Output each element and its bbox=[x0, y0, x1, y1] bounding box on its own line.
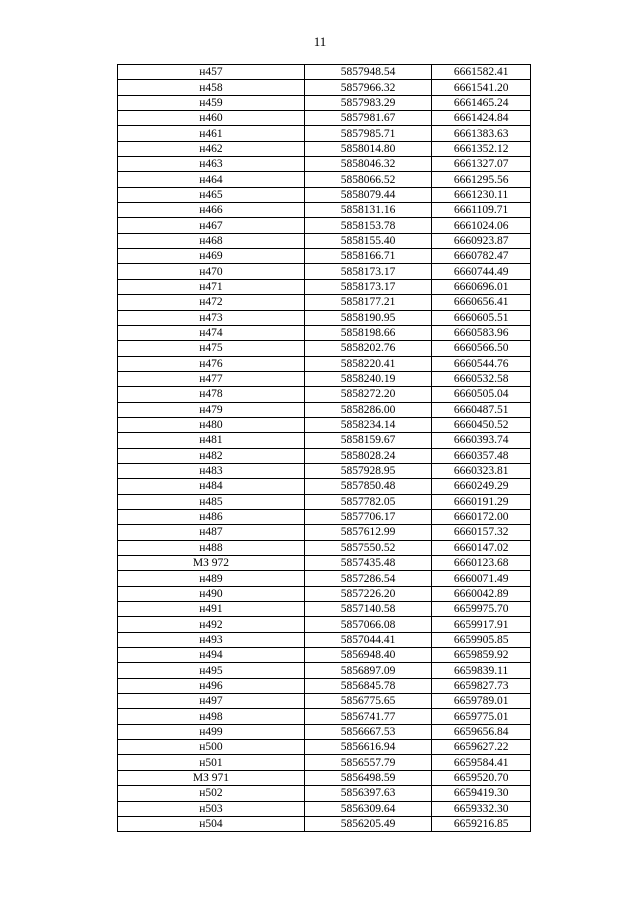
x-coordinate-cell: 5858234.14 bbox=[304, 417, 431, 432]
table-row bbox=[118, 663, 531, 678]
table-row bbox=[118, 648, 531, 663]
table-row bbox=[118, 801, 531, 816]
x-coordinate-cell: 5857612.99 bbox=[304, 525, 431, 540]
point-name-cell: н467 bbox=[118, 218, 305, 233]
point-name-cell: н477 bbox=[118, 371, 305, 386]
point-name-cell: н472 bbox=[118, 295, 305, 310]
y-coordinate-cell: 6660487.51 bbox=[432, 402, 531, 417]
point-name-cell: н485 bbox=[118, 494, 305, 509]
table-row bbox=[118, 586, 531, 601]
point-name-cell: н497 bbox=[118, 694, 305, 709]
y-coordinate-cell: 6659789.01 bbox=[432, 694, 531, 709]
y-coordinate-cell: 6660744.49 bbox=[432, 264, 531, 279]
point-name-cell: н475 bbox=[118, 341, 305, 356]
point-name-cell: н481 bbox=[118, 433, 305, 448]
x-coordinate-cell: 5856845.78 bbox=[304, 678, 431, 693]
x-coordinate-cell: 5858220.41 bbox=[304, 356, 431, 371]
point-name-cell: н490 bbox=[118, 586, 305, 601]
table-row bbox=[118, 402, 531, 417]
point-name-cell: н465 bbox=[118, 187, 305, 202]
table-row bbox=[118, 95, 531, 110]
y-coordinate-cell: 6659975.70 bbox=[432, 602, 531, 617]
x-coordinate-cell: 5856775.65 bbox=[304, 694, 431, 709]
table-row bbox=[118, 724, 531, 739]
page-number: 11 bbox=[313, 34, 327, 49]
point-name-cell: н459 bbox=[118, 95, 305, 110]
x-coordinate-cell: 5858079.44 bbox=[304, 187, 431, 202]
y-coordinate-cell: 6660656.41 bbox=[432, 295, 531, 310]
x-coordinate-cell: 5856498.59 bbox=[304, 770, 431, 785]
table-row bbox=[118, 816, 531, 831]
table-row bbox=[118, 264, 531, 279]
x-coordinate-cell: 5857981.67 bbox=[304, 111, 431, 126]
point-name-cell: н458 bbox=[118, 80, 305, 95]
point-name-cell: н461 bbox=[118, 126, 305, 141]
table-row bbox=[118, 65, 531, 80]
y-coordinate-cell: 6661327.07 bbox=[432, 157, 531, 172]
y-coordinate-cell: 6661424.84 bbox=[432, 111, 531, 126]
table-row bbox=[118, 325, 531, 340]
y-coordinate-cell: 6660782.47 bbox=[432, 249, 531, 264]
point-name-cell: н504 bbox=[118, 816, 305, 831]
x-coordinate-cell: 5858202.76 bbox=[304, 341, 431, 356]
x-coordinate-cell: 5858155.40 bbox=[304, 233, 431, 248]
point-name-cell: н466 bbox=[118, 203, 305, 218]
x-coordinate-cell: 5856948.40 bbox=[304, 648, 431, 663]
table-row bbox=[118, 172, 531, 187]
table-row bbox=[118, 479, 531, 494]
point-name-cell: н470 bbox=[118, 264, 305, 279]
point-name-cell: МЗ 972 bbox=[118, 556, 305, 571]
table-row bbox=[118, 187, 531, 202]
table-row bbox=[118, 279, 531, 294]
point-name-cell: н503 bbox=[118, 801, 305, 816]
y-coordinate-cell: 6660505.04 bbox=[432, 387, 531, 402]
x-coordinate-cell: 5857782.05 bbox=[304, 494, 431, 509]
table-row bbox=[118, 509, 531, 524]
y-coordinate-cell: 6659839.11 bbox=[432, 663, 531, 678]
y-coordinate-cell: 6659827.73 bbox=[432, 678, 531, 693]
x-coordinate-cell: 5856741.77 bbox=[304, 709, 431, 724]
table-row bbox=[118, 556, 531, 571]
table-row bbox=[118, 417, 531, 432]
point-name-cell: н496 bbox=[118, 678, 305, 693]
table-row bbox=[118, 617, 531, 632]
point-name-cell: н489 bbox=[118, 571, 305, 586]
y-coordinate-cell: 6660532.58 bbox=[432, 371, 531, 386]
y-coordinate-cell: 6660357.48 bbox=[432, 448, 531, 463]
point-name-cell: н478 bbox=[118, 387, 305, 402]
x-coordinate-cell: 5858153.78 bbox=[304, 218, 431, 233]
table-row bbox=[118, 387, 531, 402]
x-coordinate-cell: 5857706.17 bbox=[304, 509, 431, 524]
point-name-cell: н464 bbox=[118, 172, 305, 187]
y-coordinate-cell: 6660923.87 bbox=[432, 233, 531, 248]
y-coordinate-cell: 6661352.12 bbox=[432, 141, 531, 156]
point-name-cell: н484 bbox=[118, 479, 305, 494]
point-name-cell: н501 bbox=[118, 755, 305, 770]
x-coordinate-cell: 5858272.20 bbox=[304, 387, 431, 402]
point-name-cell: н498 bbox=[118, 709, 305, 724]
y-coordinate-cell: 6660123.68 bbox=[432, 556, 531, 571]
point-name-cell: н476 bbox=[118, 356, 305, 371]
x-coordinate-cell: 5858240.19 bbox=[304, 371, 431, 386]
table-row bbox=[118, 602, 531, 617]
table-row bbox=[118, 249, 531, 264]
table-row bbox=[118, 356, 531, 371]
point-name-cell: н480 bbox=[118, 417, 305, 432]
table-row bbox=[118, 632, 531, 647]
table-row bbox=[118, 494, 531, 509]
x-coordinate-cell: 5856397.63 bbox=[304, 786, 431, 801]
x-coordinate-cell: 5857550.52 bbox=[304, 540, 431, 555]
x-coordinate-cell: 5857286.54 bbox=[304, 571, 431, 586]
point-name-cell: н479 bbox=[118, 402, 305, 417]
point-name-cell: н487 bbox=[118, 525, 305, 540]
table-row bbox=[118, 786, 531, 801]
table-row bbox=[118, 678, 531, 693]
y-coordinate-cell: 6660566.50 bbox=[432, 341, 531, 356]
x-coordinate-cell: 5858046.32 bbox=[304, 157, 431, 172]
x-coordinate-cell: 5856616.94 bbox=[304, 740, 431, 755]
y-coordinate-cell: 6660191.29 bbox=[432, 494, 531, 509]
point-name-cell: н463 bbox=[118, 157, 305, 172]
table-row bbox=[118, 448, 531, 463]
point-name-cell: н482 bbox=[118, 448, 305, 463]
y-coordinate-cell: 6660172.00 bbox=[432, 509, 531, 524]
y-coordinate-cell: 6659332.30 bbox=[432, 801, 531, 816]
x-coordinate-cell: 5857066.08 bbox=[304, 617, 431, 632]
table-row bbox=[118, 540, 531, 555]
y-coordinate-cell: 6660157.32 bbox=[432, 525, 531, 540]
point-name-cell: н494 bbox=[118, 648, 305, 663]
x-coordinate-cell: 5856309.64 bbox=[304, 801, 431, 816]
table-row bbox=[118, 525, 531, 540]
y-coordinate-cell: 6660696.01 bbox=[432, 279, 531, 294]
x-coordinate-cell: 5858131.16 bbox=[304, 203, 431, 218]
x-coordinate-cell: 5858014.80 bbox=[304, 141, 431, 156]
table-row bbox=[118, 463, 531, 478]
table-row bbox=[118, 218, 531, 233]
y-coordinate-cell: 6661295.56 bbox=[432, 172, 531, 187]
point-name-cell: н491 bbox=[118, 602, 305, 617]
y-coordinate-cell: 6660147.02 bbox=[432, 540, 531, 555]
y-coordinate-cell: 6660450.52 bbox=[432, 417, 531, 432]
y-coordinate-cell: 6659905.85 bbox=[432, 632, 531, 647]
x-coordinate-cell: 5857850.48 bbox=[304, 479, 431, 494]
point-name-cell: н469 bbox=[118, 249, 305, 264]
point-name-cell: МЗ 971 bbox=[118, 770, 305, 785]
point-name-cell: н483 bbox=[118, 463, 305, 478]
y-coordinate-cell: 6661582.41 bbox=[432, 65, 531, 80]
y-coordinate-cell: 6659917.91 bbox=[432, 617, 531, 632]
point-name-cell: н468 bbox=[118, 233, 305, 248]
point-name-cell: н493 bbox=[118, 632, 305, 647]
table-row bbox=[118, 126, 531, 141]
y-coordinate-cell: 6659520.70 bbox=[432, 770, 531, 785]
x-coordinate-cell: 5858190.95 bbox=[304, 310, 431, 325]
y-coordinate-cell: 6661465.24 bbox=[432, 95, 531, 110]
point-name-cell: н499 bbox=[118, 724, 305, 739]
y-coordinate-cell: 6660071.49 bbox=[432, 571, 531, 586]
point-name-cell: н492 bbox=[118, 617, 305, 632]
x-coordinate-cell: 5856897.09 bbox=[304, 663, 431, 678]
y-coordinate-cell: 6660323.81 bbox=[432, 463, 531, 478]
x-coordinate-cell: 5857985.71 bbox=[304, 126, 431, 141]
x-coordinate-cell: 5857140.58 bbox=[304, 602, 431, 617]
table-row bbox=[118, 694, 531, 709]
point-name-cell: н502 bbox=[118, 786, 305, 801]
table-row bbox=[118, 111, 531, 126]
x-coordinate-cell: 5857928.95 bbox=[304, 463, 431, 478]
x-coordinate-cell: 5856557.79 bbox=[304, 755, 431, 770]
y-coordinate-cell: 6659775.01 bbox=[432, 709, 531, 724]
x-coordinate-cell: 5858166.71 bbox=[304, 249, 431, 264]
point-name-cell: н488 bbox=[118, 540, 305, 555]
point-name-cell: н486 bbox=[118, 509, 305, 524]
table-row bbox=[118, 295, 531, 310]
x-coordinate-cell: 5857435.48 bbox=[304, 556, 431, 571]
coordinates-table-body bbox=[118, 65, 531, 832]
y-coordinate-cell: 6661024.06 bbox=[432, 218, 531, 233]
y-coordinate-cell: 6659656.84 bbox=[432, 724, 531, 739]
y-coordinate-cell: 6660605.51 bbox=[432, 310, 531, 325]
point-name-cell: н495 bbox=[118, 663, 305, 678]
x-coordinate-cell: 5857226.20 bbox=[304, 586, 431, 601]
table-row bbox=[118, 310, 531, 325]
table-row bbox=[118, 203, 531, 218]
y-coordinate-cell: 6660042.89 bbox=[432, 586, 531, 601]
table-row bbox=[118, 709, 531, 724]
x-coordinate-cell: 5856205.49 bbox=[304, 816, 431, 831]
table-row bbox=[118, 341, 531, 356]
x-coordinate-cell: 5858159.67 bbox=[304, 433, 431, 448]
table-row bbox=[118, 755, 531, 770]
x-coordinate-cell: 5858286.00 bbox=[304, 402, 431, 417]
y-coordinate-cell: 6659419.30 bbox=[432, 786, 531, 801]
y-coordinate-cell: 6661541.20 bbox=[432, 80, 531, 95]
table-row bbox=[118, 157, 531, 172]
x-coordinate-cell: 5857948.54 bbox=[304, 65, 431, 80]
point-name-cell: н473 bbox=[118, 310, 305, 325]
y-coordinate-cell: 6660583.96 bbox=[432, 325, 531, 340]
table-row bbox=[118, 80, 531, 95]
point-name-cell: н457 bbox=[118, 65, 305, 80]
point-name-cell: н474 bbox=[118, 325, 305, 340]
y-coordinate-cell: 6660249.29 bbox=[432, 479, 531, 494]
x-coordinate-cell: 5857966.32 bbox=[304, 80, 431, 95]
table-row bbox=[118, 571, 531, 586]
table-row bbox=[118, 233, 531, 248]
y-coordinate-cell: 6661109.71 bbox=[432, 203, 531, 218]
point-name-cell: н460 bbox=[118, 111, 305, 126]
x-coordinate-cell: 5858177.21 bbox=[304, 295, 431, 310]
table-row bbox=[118, 770, 531, 785]
y-coordinate-cell: 6661383.63 bbox=[432, 126, 531, 141]
y-coordinate-cell: 6659859.92 bbox=[432, 648, 531, 663]
x-coordinate-cell: 5857983.29 bbox=[304, 95, 431, 110]
point-name-cell: н462 bbox=[118, 141, 305, 156]
x-coordinate-cell: 5856667.53 bbox=[304, 724, 431, 739]
x-coordinate-cell: 5858198.66 bbox=[304, 325, 431, 340]
table-row bbox=[118, 141, 531, 156]
point-name-cell: н471 bbox=[118, 279, 305, 294]
y-coordinate-cell: 6661230.11 bbox=[432, 187, 531, 202]
table-row bbox=[118, 433, 531, 448]
x-coordinate-cell: 5858028.24 bbox=[304, 448, 431, 463]
table-row bbox=[118, 740, 531, 755]
y-coordinate-cell: 6659216.85 bbox=[432, 816, 531, 831]
table-row bbox=[118, 371, 531, 386]
x-coordinate-cell: 5858173.17 bbox=[304, 264, 431, 279]
point-name-cell: н500 bbox=[118, 740, 305, 755]
y-coordinate-cell: 6660544.76 bbox=[432, 356, 531, 371]
y-coordinate-cell: 6659584.41 bbox=[432, 755, 531, 770]
coordinates-table bbox=[117, 64, 531, 832]
y-coordinate-cell: 6659627.22 bbox=[432, 740, 531, 755]
x-coordinate-cell: 5858173.17 bbox=[304, 279, 431, 294]
y-coordinate-cell: 6660393.74 bbox=[432, 433, 531, 448]
x-coordinate-cell: 5858066.52 bbox=[304, 172, 431, 187]
x-coordinate-cell: 5857044.41 bbox=[304, 632, 431, 647]
